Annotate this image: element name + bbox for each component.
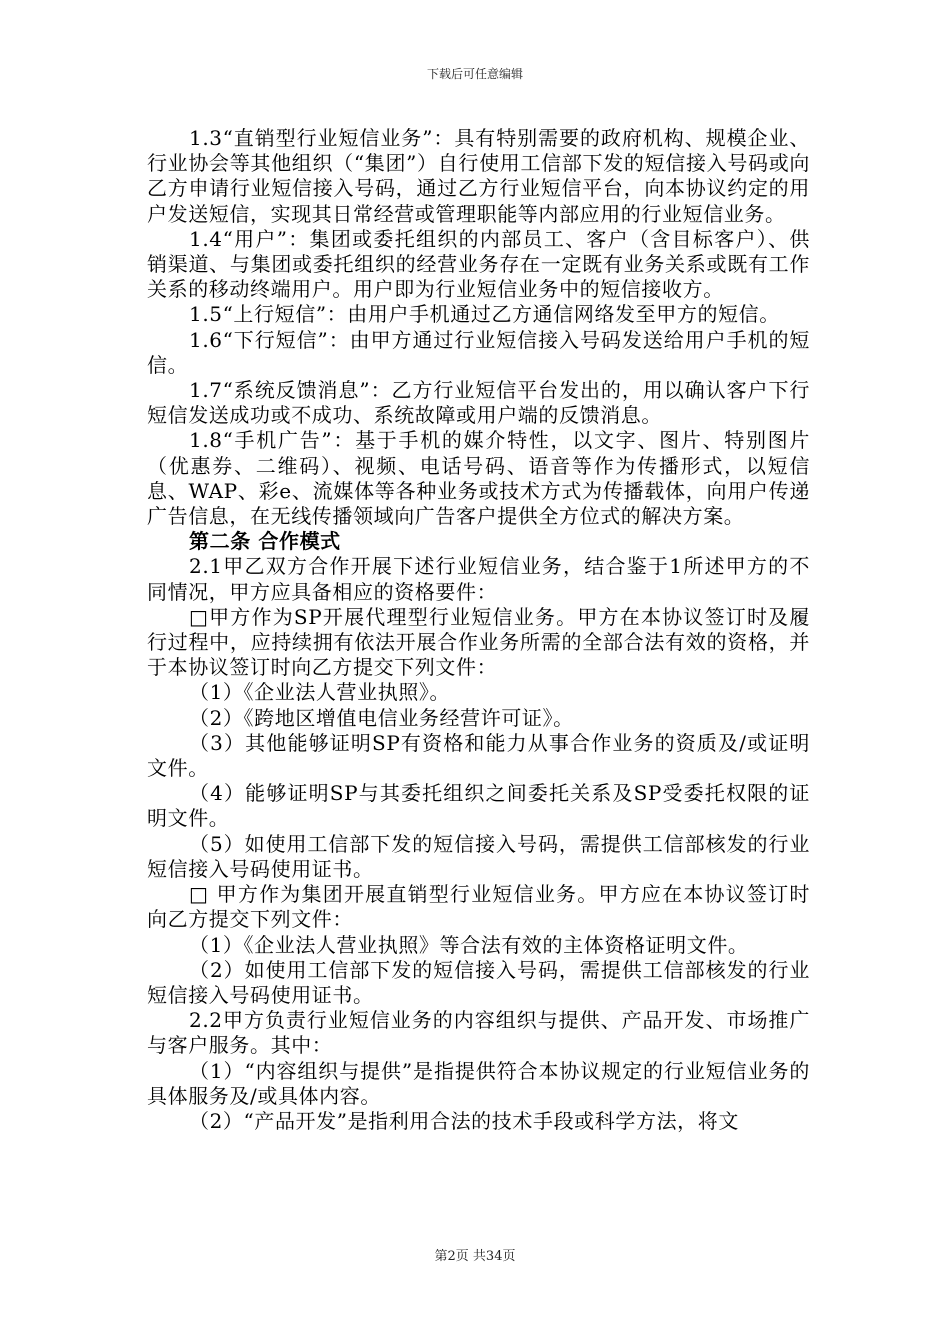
page-header: 下载后可任意编辑 <box>426 67 523 81</box>
list-item: （2）“产品开发”是指利用合法的技术手段或科学方法，将文 <box>189 1108 739 1133</box>
clause-2-2: 2.2甲方负责行业短信业务的内容组织与提供、产品开发、市场推广与客户服务。其中： <box>147 1008 810 1058</box>
list-item: （4）能够证明SP与其委托组织之间委托关系及SP受委托权限的证明文件。 <box>147 781 810 831</box>
page-footer: 第2页 共34页 <box>434 1249 516 1264</box>
clause-1-7: 1.7“系统反馈消息”：乙方行业短信平台发出的，用以确认客户下行短信发送成功或不成功、系统故障或用户端的反馈消息。 <box>147 378 810 428</box>
document-body <box>147 126 810 1134</box>
clause-1-6: 1.6“下行短信”：由甲方通过行业短信接入号码发送给用户手机的短信。 <box>147 327 810 377</box>
clause-1-8: 1.8“手机广告”：基于手机的媒介特性，以文字、图片、特别图片（优惠券、二维码）、视频、电话号码、语音等作为传播形式，以短信息、WAP、彩e、流媒体等各种业务或技术方式为传播载体，向用户传递广告信息，在无线传播领域向广告客户提供全方位式的解决方案。 <box>147 428 810 529</box>
list-item: （2）《跨地区增值电信业务经营许可证》。 <box>189 705 574 730</box>
list-item: （1）《企业法人营业执照》。 <box>189 680 451 705</box>
clause-1-4: 1.4“用户”：集团或委托组织的内部员工、客户（含目标客户）、供销渠道、与集团或委托组织的经营业务存在一定既有业务关系或既有工作关系的移动终端用户。用户即为行业短信业务中的短信接收方。 <box>147 226 810 302</box>
list-item: （5）如使用工信部下发的短信接入号码，需提供工信部核发的行业短信接入号码使用证书。 <box>147 831 810 881</box>
list-item: （1）“内容组织与提供”是指提供符合本协议规定的行业短信业务的具体服务及/或具体内容。 <box>147 1058 810 1108</box>
list-item: （3）其他能够证明SP有资格和能力从事合作业务的资质及/或证明文件。 <box>147 730 810 781</box>
option-group-direct: □ 甲方作为集团开展直销型行业短信业务。甲方应在本协议签订时向乙方提交下列文件： <box>147 882 810 932</box>
option-sp-agent: □甲方作为SP开展代理型行业短信业务。甲方在本协议签订时及履行过程中，应持续拥有依法开展合作业务所需的全部合法有效的资格，并于本协议签订时向乙方提交下列文件： <box>147 604 810 680</box>
clause-2-1: 2.1甲乙双方合作开展下述行业短信业务，结合鉴于1所述甲方的不同情况，甲方应具备相应的资格要件： <box>147 554 810 604</box>
list-item: （1）《企业法人营业执照》等合法有效的主体资格证明文件。 <box>189 932 749 957</box>
section-heading: 第二条 合作模式 <box>189 529 341 554</box>
list-item: （2）如使用工信部下发的短信接入号码，需提供工信部核发的行业短信接入号码使用证书。 <box>147 957 810 1007</box>
clause-1-3: 1.3“直销型行业短信业务”：具有特别需要的政府机构、规模企业、行业协会等其他组织（“集团”）自行使用工信部下发的短信接入号码或向乙方申请行业短信接入号码，通过乙方行业短信平台，向本协议约定的用户发送短信，实现其日常经营或管理职能等内部应用的行业短信业务。 <box>147 126 810 226</box>
clause-1-5: 1.5“上行短信”：由用户手机通过乙方通信网络发至甲方的短信。 <box>189 302 780 327</box>
